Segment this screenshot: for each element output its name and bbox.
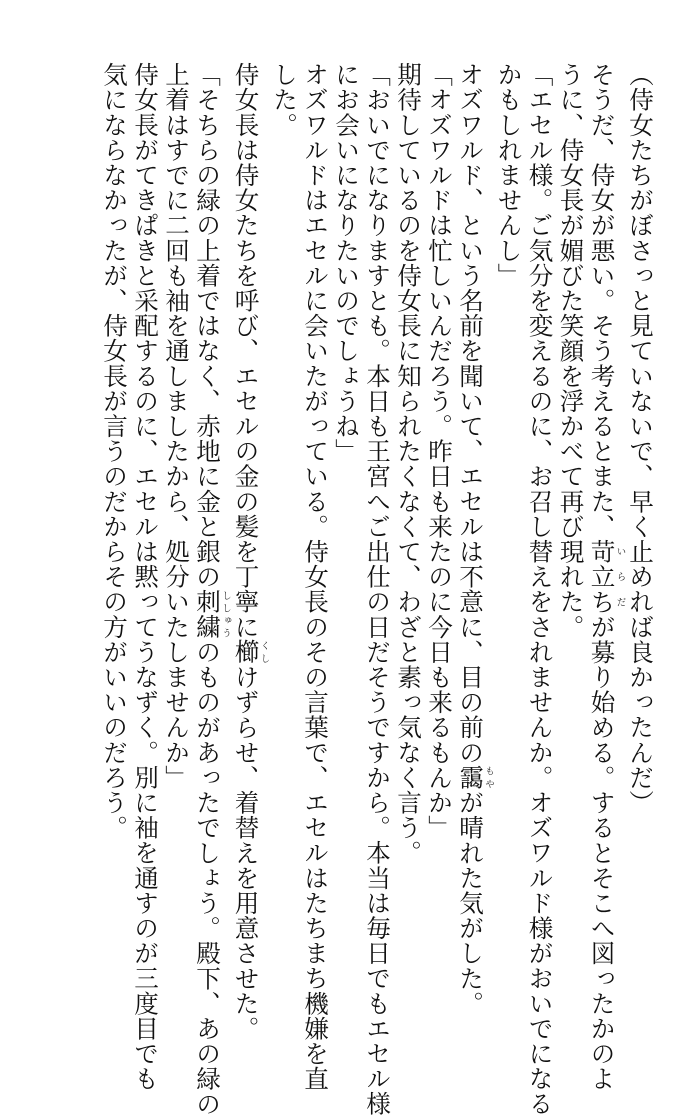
text-line-13-part-1: 侍女長は侍女たちを呼び、エセルの金の髪を丁寧に	[231, 62, 261, 640]
text-line-8	[393, 62, 424, 977]
text-line-17-content: 気にならなかったが、侍女長が言うのだからその方がいいのだろう。	[100, 62, 129, 841]
text-line-13	[231, 62, 270, 1041]
text-line-2-part-1: そうだ、侍女が悪い。そう考えるとまた、	[587, 62, 617, 539]
text-line-1	[625, 62, 656, 977]
text-line-2	[587, 62, 626, 1092]
text-line-4	[525, 62, 556, 1116]
ruby-kushi-base: 櫛	[231, 639, 261, 665]
text-line-9-content: 「おいでになりますとも。本日も王宮へご出仕の日だそうですから。本当は毎日でもエセル様	[363, 62, 392, 1116]
text-line-15	[161, 62, 192, 977]
text-line-5	[494, 62, 525, 977]
text-line-3-content: うに、侍女長が媚びた笑顔を浮かべて再び現れた。	[556, 62, 586, 640]
text-line-5-content: かもしれませんし」	[494, 62, 524, 288]
text-line-17	[99, 62, 130, 977]
ruby-iradachi-base: 苛立ち	[587, 538, 617, 615]
text-line-9	[362, 62, 393, 1116]
text-line-12	[269, 62, 300, 977]
ruby-moya	[456, 764, 494, 790]
text-line-2-part-2: が募り始める。するとそこへ図ったかのよ	[587, 614, 617, 1092]
text-line-7	[424, 62, 455, 977]
vertical-text-body	[99, 62, 656, 1116]
ruby-iradachi	[587, 538, 626, 615]
text-line-14-part-1: 「そちらの緑の上着ではなく、赤地に金と銀の	[193, 62, 222, 590]
text-line-6	[455, 62, 494, 1016]
text-line-12-content: した。	[270, 62, 299, 138]
text-line-16-content: 侍女長がてきぱきと采配するのに、エセルは黙ってうなずく。別に袖を通すのが三度目でも	[131, 62, 160, 1092]
ruby-shishu	[193, 589, 231, 640]
text-line-10-content: にお会いになりたいのでしょうね」	[332, 62, 361, 464]
text-line-4-content: 「エセル様。ご気分を変えるのに、お召し替えをされませんか。オズワルド様がおいでになる	[525, 62, 555, 1116]
text-line-3	[556, 62, 587, 977]
text-line-11	[300, 62, 331, 1092]
ruby-moya-reading: もや	[483, 764, 494, 790]
ruby-shishu-base: 刺繍	[193, 589, 222, 640]
text-line-15-content: 上着はすでに二回も袖を通しましたから、処分いたしませんか」	[162, 62, 191, 790]
text-line-8-content: 期待しているのを侍女長に知られたくなくて、わざと素っ気なく言う。	[394, 62, 423, 866]
ruby-kushi	[231, 639, 270, 665]
text-line-14-part-2: のものがあったでしょう。殿下、あの緑の	[193, 639, 222, 1116]
text-line-16	[130, 62, 161, 1092]
ruby-moya-base: 靄	[456, 764, 485, 790]
ruby-kushi-reading: くし	[258, 639, 270, 665]
text-line-13-part-2: けずらせ、着替えを用意させた。	[231, 664, 261, 1041]
text-line-6-part-2: が晴れた気がした。	[456, 789, 485, 1016]
text-line-11-content: オズワルドはエセルに会いたがっている。侍女長のその言葉で、エセルはたちまち機嫌を直	[301, 62, 330, 1092]
text-line-10	[331, 62, 362, 977]
ruby-shishu-reading: ししゅう	[220, 589, 231, 640]
text-line-6-part-1: オズワルド、という名前を聞いて、エセルは不意に、目の前の	[456, 62, 485, 765]
text-line-14	[192, 62, 231, 1116]
text-line-7-content: 「オズワルドは忙しいんだろう。昨日も来たのに今日も来るもんか」	[425, 62, 454, 841]
text-line-1-content: （侍女たちがぼさっと見ていないで、早く止めれば良かったんだ）	[626, 62, 655, 815]
ruby-iradachi-reading: いらだ	[614, 538, 626, 615]
